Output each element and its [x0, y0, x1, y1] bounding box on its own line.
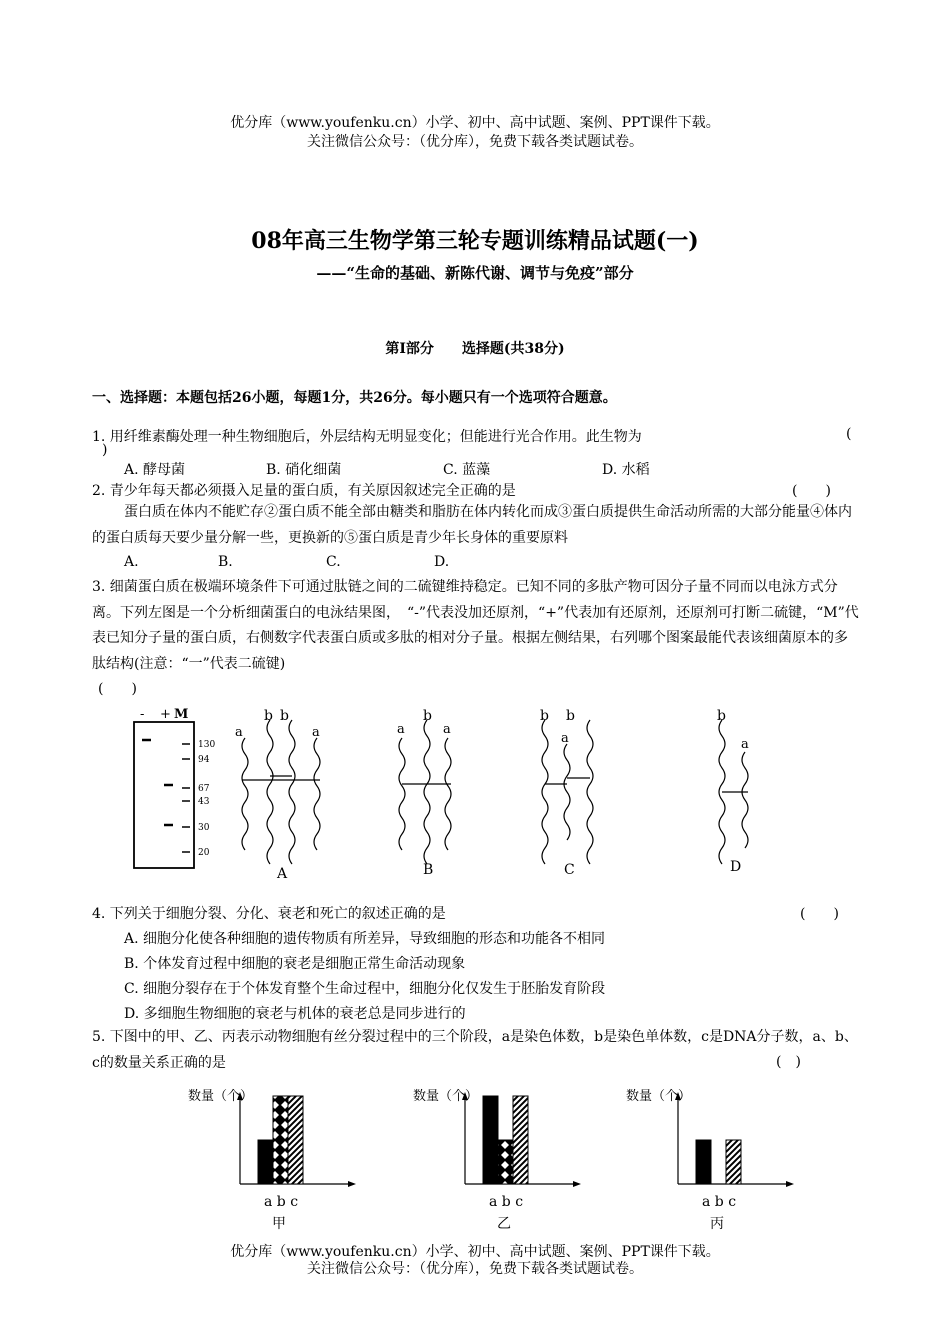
chain-label: b — [566, 708, 575, 724]
bar-b — [273, 1096, 288, 1184]
header-line-2: 关注微信公众号：（优分库），免费下载各类试题试卷。 — [307, 134, 643, 150]
chain-label: a — [561, 731, 569, 746]
y-axis-label: 数量（个） — [413, 1089, 479, 1104]
q2-stem: 2. 青少年每天都必须摄入足量的蛋白质，有关原因叙述完全正确的是 — [92, 483, 516, 499]
chain — [314, 738, 320, 850]
chain — [587, 720, 593, 864]
q3-figure — [120, 700, 820, 885]
gel-marker-label: 30 — [198, 823, 210, 833]
y-axis-label: 数量（个） — [626, 1089, 692, 1104]
figure-label-d: D — [730, 859, 742, 875]
q1-option-c: C. 蓝藻 — [443, 462, 491, 478]
chain-label: b — [717, 708, 726, 724]
chain — [399, 738, 405, 850]
page-subtitle: ——“生命的基础、新陈代谢、调节与免疫”部分 — [316, 264, 634, 282]
section-heading: 一、选择题：本题包括26小题，每题1分，共26分。每小题只有一个选项符合题意。 — [92, 390, 617, 406]
gel-marker-label: 43 — [198, 797, 210, 807]
figure-label-c: C — [564, 862, 575, 878]
chain-label: b — [423, 708, 432, 724]
q1-option-b: B. 硝化细菌 — [266, 462, 342, 478]
q4-option-c: C. 细胞分裂存在于个体发育整个生命过程中，细胞分化仅发生于胚胎发育阶段 — [124, 981, 606, 997]
x-axis-arrow — [786, 1181, 794, 1187]
chain — [564, 744, 570, 840]
q3-text: 3. 细菌蛋白质在极端环境条件下可通过肽链之间的二硫键维持稳定。已知不同的多肽产物可因分子量不同而以电泳方式分离。下列左图是一个分析细菌蛋白的电泳结果图， “-”代表没加还原剂，“+”代表加有还原剂，还原剂可打断二硫键，“M”代表已知分子量的蛋白质，右侧数字代表蛋白质或多肽的相对分子量。根据左侧结果，右列哪个图案最能代表该细菌原本的多肽结构(注意：“一”代表二硫键) — [92, 579, 859, 672]
bar-b — [498, 1140, 513, 1184]
chain-label: a — [397, 722, 405, 737]
bar-a — [483, 1096, 498, 1184]
chart-yi — [413, 1088, 581, 1232]
chain-label: a — [741, 737, 749, 752]
gel-marker-label: 20 — [198, 848, 210, 858]
figure-a — [242, 720, 320, 864]
part-heading: 第Ⅰ部分 选择题(共38分) — [385, 341, 565, 357]
chain-label: b — [264, 708, 273, 724]
q5-text: 5. 下图中的甲、乙、丙表示动物细胞有丝分裂过程中的三个阶段，a是染色体数，b是染色单体数，c是DNA分子数，a、b、c的数量关系正确的是 — [92, 1029, 858, 1071]
footer-line-2: 关注微信公众号：（优分库），免费下载各类试题试卷。 — [307, 1261, 643, 1277]
figure-label-a: A — [277, 866, 288, 882]
q4-stem: 4. 下列关于细胞分裂、分化、衰老和死亡的叙述正确的是 — [92, 906, 446, 922]
y-axis-label: 数量（个） — [188, 1089, 254, 1104]
gel-lane-minus: - — [140, 707, 145, 722]
q2-option-a: A. — [124, 554, 139, 570]
q2-option-b: B. — [218, 554, 233, 570]
gel-marker-label: 130 — [198, 740, 216, 750]
x-axis-arrow — [348, 1181, 356, 1187]
footer-line-1: 优分库（www.youfenku.cn）小学、初中、高中试题、案例、PPT课件下载。 — [230, 1244, 720, 1260]
chain — [289, 720, 295, 864]
header-line-1: 优分库（www.youfenku.cn）小学、初中、高中试题、案例、PPT课件下载。 — [230, 115, 720, 131]
electrophoresis-gel — [134, 707, 215, 868]
gel-marker-label: 67 — [198, 784, 210, 794]
gel-lane-m: M — [174, 707, 189, 722]
q2-option-c: C. — [326, 554, 341, 570]
chain-label: a — [443, 722, 451, 737]
q4-paren: ( ) — [800, 906, 839, 922]
q1-paren-open: ( — [846, 426, 852, 442]
chain-label: b — [540, 708, 549, 724]
q4-option-d: D. 多细胞生物细胞的衰老与机体的衰老总是同步进行的 — [124, 1006, 466, 1022]
chart-bing — [626, 1088, 794, 1232]
chain — [445, 738, 451, 850]
chart-jia — [188, 1088, 356, 1232]
q1-option-d: D. 水稻 — [602, 462, 650, 478]
x-axis-arrow — [573, 1181, 581, 1187]
bar-c — [726, 1140, 741, 1184]
bar-c — [288, 1096, 303, 1184]
x-axis-label: a b c — [264, 1194, 299, 1210]
x-axis-label: a b c — [489, 1194, 524, 1210]
q1-paren-close: ) — [102, 442, 108, 458]
q4-option-b: B. 个体发育过程中细胞的衰老是细胞正常生命活动现象 — [124, 956, 466, 972]
q2-body: 蛋白质在体内不能贮存②蛋白质不能全部由糖类和脂肪在体内转化而成③蛋白质提供生命活动所需的大部分能量④体内的蛋白质每天要少量分解一些，更换新的⑤蛋白质是青少年长身体的重要原料 — [92, 504, 852, 546]
q1-stem: 1. 用纤维素酶处理一种生物细胞后，外层结构无明显变化；但能进行光合作用。此生物为 — [92, 429, 642, 445]
chain — [242, 738, 248, 850]
page-title: 08年高三生物学第三轮专题训练精品试题(一) — [251, 228, 699, 254]
q4-option-a: A. 细胞分化使各种细胞的遗传物质有所差异，导致细胞的形态和功能各不相同 — [124, 931, 606, 947]
chain — [542, 720, 548, 864]
chain — [742, 752, 748, 848]
chain-label: a — [235, 725, 243, 740]
q1-option-a: A. 酵母菌 — [124, 462, 186, 478]
q2-option-d: D. — [434, 554, 450, 570]
chain-label: b — [280, 708, 289, 724]
chart-caption: 乙 — [497, 1216, 511, 1232]
chart-caption: 丙 — [710, 1216, 724, 1232]
chain-label: a — [312, 725, 320, 740]
figure-b — [399, 720, 451, 864]
bar-a — [258, 1140, 273, 1184]
bar-a — [696, 1140, 711, 1184]
bar-c — [513, 1096, 528, 1184]
x-axis-label: a b c — [702, 1194, 737, 1210]
gel-lane-plus: + — [160, 707, 171, 722]
chain — [424, 720, 430, 864]
figure-label-b: B — [423, 862, 434, 878]
q2-paren: ( ) — [792, 483, 831, 499]
chain — [267, 720, 273, 864]
q3-paren: ( ) — [98, 681, 137, 697]
gel-marker-label: 94 — [198, 755, 210, 765]
q5-charts — [0, 1080, 950, 1240]
chart-caption: 甲 — [272, 1216, 286, 1232]
q5-paren: ( ) — [776, 1054, 801, 1070]
